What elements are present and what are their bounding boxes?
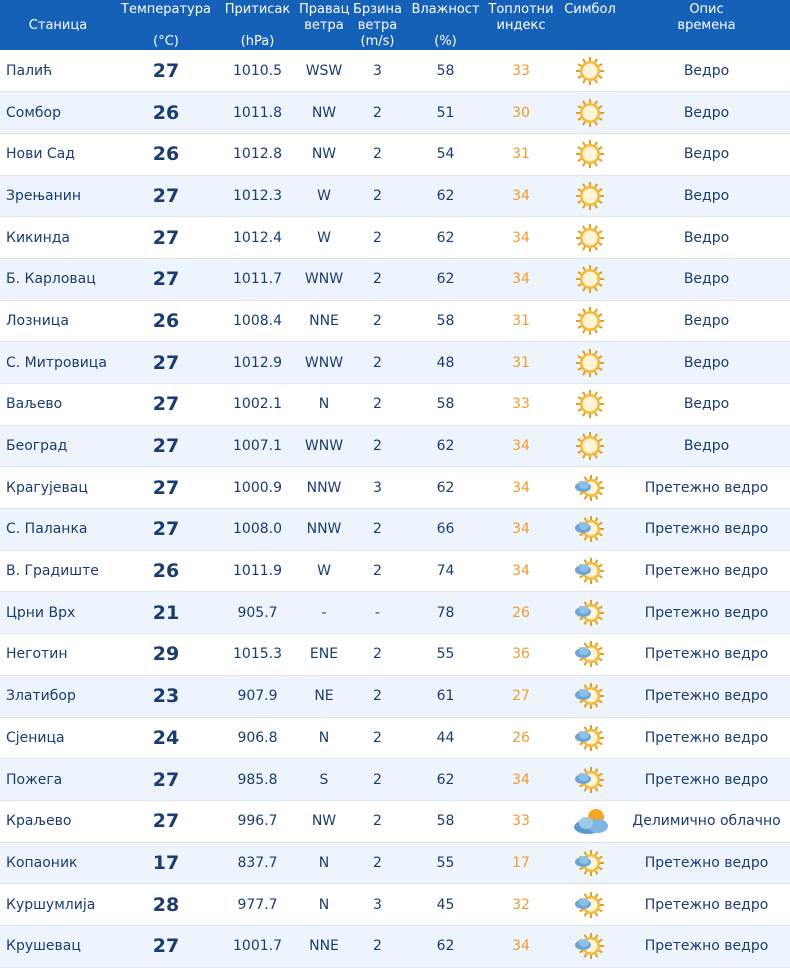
table-row <box>0 634 790 676</box>
table-row <box>0 592 790 634</box>
wind-speed-value: 2 <box>349 92 406 134</box>
weather-symbol <box>557 92 623 134</box>
wind-direction-value: W <box>299 217 349 259</box>
heat-index-value: 34 <box>485 509 557 551</box>
sun-small-cloud-icon <box>574 847 606 879</box>
header-symbol: Симбол <box>557 0 623 50</box>
pressure-value: 1002.1 <box>216 384 299 426</box>
header-temperature: Температура (°C) <box>116 0 216 50</box>
wind-direction-value: NNE <box>299 925 349 967</box>
temperature-value: 27 <box>116 384 216 426</box>
weather-description: Претежно ведро <box>623 759 790 801</box>
temperature-value: 27 <box>116 50 216 92</box>
humidity-value: 58 <box>406 800 485 842</box>
weather-description: Ведро <box>623 342 790 384</box>
wind-speed-value: 2 <box>349 759 406 801</box>
sun-icon <box>574 97 606 129</box>
table-row <box>0 175 790 217</box>
humidity-value: 61 <box>406 675 485 717</box>
temperature-value: 23 <box>116 675 216 717</box>
temperature-value: 26 <box>116 92 216 134</box>
header-wind-speed: Брзина ветра (m/s) <box>349 0 406 50</box>
sun-small-cloud-icon <box>574 638 606 670</box>
pressure-value: 1012.8 <box>216 133 299 175</box>
wind-direction-value: WNW <box>299 258 349 300</box>
table-row <box>0 50 790 92</box>
partly-cloudy-icon <box>568 805 612 837</box>
sun-icon <box>574 347 606 379</box>
temperature-value: 27 <box>116 342 216 384</box>
humidity-value: 62 <box>406 425 485 467</box>
pressure-value: 1008.0 <box>216 509 299 551</box>
humidity-value: 62 <box>406 175 485 217</box>
heat-index-value: 30 <box>485 92 557 134</box>
station-name: Неготин <box>0 634 116 676</box>
station-name: Сомбор <box>0 92 116 134</box>
heat-index-value: 26 <box>485 592 557 634</box>
weather-symbol <box>557 509 623 551</box>
sun-icon <box>574 222 606 254</box>
table-row <box>0 467 790 509</box>
header-station: Станица <box>0 0 116 50</box>
weather-description: Претежно ведро <box>623 925 790 967</box>
pressure-value: 1015.3 <box>216 634 299 676</box>
weather-description: Ведро <box>623 425 790 467</box>
station-name: Б. Карловац <box>0 258 116 300</box>
wind-speed-value: 2 <box>349 717 406 759</box>
station-name: С. Митровица <box>0 342 116 384</box>
temperature-value: 26 <box>116 550 216 592</box>
humidity-value: 58 <box>406 300 485 342</box>
temperature-value: 27 <box>116 425 216 467</box>
temperature-value: 29 <box>116 634 216 676</box>
weather-symbol <box>557 258 623 300</box>
humidity-value: 45 <box>406 884 485 926</box>
wind-speed-value: 3 <box>349 467 406 509</box>
weather-description: Делимично облачно <box>623 800 790 842</box>
heat-index-value: 34 <box>485 217 557 259</box>
wind-speed-value: 2 <box>349 300 406 342</box>
sun-icon <box>574 55 606 87</box>
heat-index-value: 31 <box>485 300 557 342</box>
humidity-value: 54 <box>406 133 485 175</box>
station-name: Лозница <box>0 300 116 342</box>
wind-speed-value: 3 <box>349 50 406 92</box>
weather-description: Претежно ведро <box>623 550 790 592</box>
station-name: Ваљево <box>0 384 116 426</box>
table-row <box>0 509 790 551</box>
wind-direction-value: NNW <box>299 509 349 551</box>
pressure-value: 837.7 <box>216 842 299 884</box>
weather-description: Претежно ведро <box>623 675 790 717</box>
temperature-value: 27 <box>116 759 216 801</box>
sun-small-cloud-icon <box>574 764 606 796</box>
table-row <box>0 800 790 842</box>
wind-direction-value: NE <box>299 675 349 717</box>
header-humidity: Влажност (%) <box>406 0 485 50</box>
wind-speed-value: 2 <box>349 842 406 884</box>
wind-direction-value: WNW <box>299 342 349 384</box>
temperature-value: 26 <box>116 300 216 342</box>
station-name: Копаоник <box>0 842 116 884</box>
weather-description: Претежно ведро <box>623 634 790 676</box>
weather-symbol <box>557 175 623 217</box>
wind-direction-value: N <box>299 884 349 926</box>
temperature-value: 28 <box>116 884 216 926</box>
heat-index-value: 31 <box>485 133 557 175</box>
station-name: Краљево <box>0 800 116 842</box>
pressure-value: 977.7 <box>216 884 299 926</box>
pressure-value: 905.7 <box>216 592 299 634</box>
wind-direction-value: - <box>299 592 349 634</box>
humidity-value: 51 <box>406 92 485 134</box>
header-wind-direction: Правац ветра <box>299 0 349 50</box>
heat-index-value: 34 <box>485 759 557 801</box>
table-row <box>0 675 790 717</box>
wind-speed-value: 2 <box>349 258 406 300</box>
table-row <box>0 884 790 926</box>
weather-description: Претежно ведро <box>623 509 790 551</box>
heat-index-value: 33 <box>485 384 557 426</box>
wind-speed-value: 3 <box>349 884 406 926</box>
station-name: Пожега <box>0 759 116 801</box>
wind-direction-value: W <box>299 550 349 592</box>
heat-index-value: 33 <box>485 800 557 842</box>
weather-description: Претежно ведро <box>623 717 790 759</box>
table-row <box>0 550 790 592</box>
humidity-value: 55 <box>406 842 485 884</box>
station-name: Крагујевац <box>0 467 116 509</box>
temperature-value: 21 <box>116 592 216 634</box>
wind-direction-value: NW <box>299 133 349 175</box>
heat-index-value: 26 <box>485 717 557 759</box>
weather-description: Ведро <box>623 175 790 217</box>
wind-speed-value: 2 <box>349 800 406 842</box>
heat-index-value: 34 <box>485 175 557 217</box>
wind-speed-value: 2 <box>349 133 406 175</box>
weather-symbol <box>557 925 623 967</box>
weather-symbol <box>557 717 623 759</box>
table-row <box>0 425 790 467</box>
wind-speed-value: 2 <box>349 634 406 676</box>
station-name: Палић <box>0 50 116 92</box>
heat-index-value: 36 <box>485 634 557 676</box>
weather-symbol <box>557 384 623 426</box>
temperature-value: 27 <box>116 175 216 217</box>
wind-direction-value: N <box>299 717 349 759</box>
humidity-value: 58 <box>406 50 485 92</box>
heat-index-value: 27 <box>485 675 557 717</box>
wind-speed-value: 2 <box>349 925 406 967</box>
table-row <box>0 384 790 426</box>
heat-index-value: 34 <box>485 925 557 967</box>
weather-symbol <box>557 50 623 92</box>
temperature-value: 27 <box>116 925 216 967</box>
wind-direction-value: N <box>299 384 349 426</box>
temperature-value: 27 <box>116 217 216 259</box>
table-row <box>0 133 790 175</box>
temperature-value: 27 <box>116 509 216 551</box>
pressure-value: 996.7 <box>216 800 299 842</box>
weather-symbol <box>557 592 623 634</box>
wind-direction-value: ENE <box>299 634 349 676</box>
sun-icon <box>574 305 606 337</box>
humidity-value: 74 <box>406 550 485 592</box>
weather-symbol <box>557 342 623 384</box>
sun-small-cloud-icon <box>574 680 606 712</box>
weather-symbol <box>557 467 623 509</box>
humidity-value: 78 <box>406 592 485 634</box>
weather-symbol <box>557 675 623 717</box>
weather-symbol <box>557 550 623 592</box>
sun-small-cloud-icon <box>574 597 606 629</box>
wind-speed-value: - <box>349 592 406 634</box>
wind-speed-value: 2 <box>349 425 406 467</box>
weather-symbol <box>557 300 623 342</box>
weather-description: Ведро <box>623 217 790 259</box>
wind-direction-value: W <box>299 175 349 217</box>
temperature-value: 27 <box>116 467 216 509</box>
sun-icon <box>574 388 606 420</box>
sun-icon <box>574 263 606 295</box>
temperature-value: 26 <box>116 133 216 175</box>
humidity-value: 66 <box>406 509 485 551</box>
wind-direction-value: WNW <box>299 425 349 467</box>
weather-symbol <box>557 217 623 259</box>
station-name: Златибор <box>0 675 116 717</box>
humidity-value: 62 <box>406 759 485 801</box>
header-heat-index: Топлотни индекс <box>485 0 557 50</box>
wind-direction-value: S <box>299 759 349 801</box>
heat-index-value: 34 <box>485 425 557 467</box>
pressure-value: 1001.7 <box>216 925 299 967</box>
temperature-value: 27 <box>116 258 216 300</box>
station-name: Сјеница <box>0 717 116 759</box>
sun-icon <box>574 138 606 170</box>
wind-direction-value: NNE <box>299 300 349 342</box>
pressure-value: 1007.1 <box>216 425 299 467</box>
sun-icon <box>574 430 606 462</box>
table-row <box>0 300 790 342</box>
weather-symbol <box>557 133 623 175</box>
pressure-value: 1012.3 <box>216 175 299 217</box>
sun-small-cloud-icon <box>574 889 606 921</box>
station-name: Зрењанин <box>0 175 116 217</box>
wind-speed-value: 2 <box>349 217 406 259</box>
humidity-value: 48 <box>406 342 485 384</box>
wind-direction-value: NNW <box>299 467 349 509</box>
pressure-value: 985.8 <box>216 759 299 801</box>
weather-symbol <box>557 884 623 926</box>
table-header <box>0 0 790 50</box>
station-name: Куршумлија <box>0 884 116 926</box>
header-description: Опис времена <box>623 0 790 50</box>
header-pressure: Притисак (hPa) <box>216 0 299 50</box>
weather-description: Ведро <box>623 258 790 300</box>
humidity-value: 58 <box>406 384 485 426</box>
pressure-value: 907.9 <box>216 675 299 717</box>
humidity-value: 55 <box>406 634 485 676</box>
table-row <box>0 342 790 384</box>
wind-direction-value: NW <box>299 800 349 842</box>
weather-symbol <box>557 759 623 801</box>
pressure-value: 1011.9 <box>216 550 299 592</box>
weather-symbol <box>557 425 623 467</box>
wind-speed-value: 2 <box>349 550 406 592</box>
station-name: Београд <box>0 425 116 467</box>
sun-icon <box>574 180 606 212</box>
weather-description: Ведро <box>623 50 790 92</box>
sun-small-cloud-icon <box>574 930 606 962</box>
table-row <box>0 925 790 967</box>
sun-small-cloud-icon <box>574 513 606 545</box>
temperature-value: 24 <box>116 717 216 759</box>
wind-speed-value: 2 <box>349 175 406 217</box>
heat-index-value: 34 <box>485 550 557 592</box>
table-row <box>0 842 790 884</box>
table-row <box>0 92 790 134</box>
pressure-value: 1008.4 <box>216 300 299 342</box>
weather-symbol <box>557 634 623 676</box>
heat-index-value: 33 <box>485 50 557 92</box>
weather-description: Ведро <box>623 384 790 426</box>
temperature-value: 27 <box>116 800 216 842</box>
pressure-value: 1012.9 <box>216 342 299 384</box>
heat-index-value: 32 <box>485 884 557 926</box>
wind-speed-value: 2 <box>349 675 406 717</box>
weather-description: Ведро <box>623 300 790 342</box>
table-row <box>0 759 790 801</box>
station-name: В. Градиште <box>0 550 116 592</box>
wind-speed-value: 2 <box>349 342 406 384</box>
table-row <box>0 717 790 759</box>
pressure-value: 1012.4 <box>216 217 299 259</box>
weather-symbol <box>557 800 623 842</box>
wind-direction-value: WSW <box>299 50 349 92</box>
pressure-value: 1000.9 <box>216 467 299 509</box>
sun-small-cloud-icon <box>574 472 606 504</box>
heat-index-value: 31 <box>485 342 557 384</box>
pressure-value: 1011.7 <box>216 258 299 300</box>
heat-index-value: 34 <box>485 258 557 300</box>
wind-speed-value: 2 <box>349 509 406 551</box>
station-name: Крушевац <box>0 925 116 967</box>
humidity-value: 62 <box>406 258 485 300</box>
station-name: С. Паланка <box>0 509 116 551</box>
humidity-value: 62 <box>406 467 485 509</box>
humidity-value: 62 <box>406 925 485 967</box>
sun-small-cloud-icon <box>574 555 606 587</box>
weather-description: Претежно ведро <box>623 884 790 926</box>
heat-index-value: 34 <box>485 467 557 509</box>
weather-description: Претежно ведро <box>623 842 790 884</box>
heat-index-value: 17 <box>485 842 557 884</box>
humidity-value: 62 <box>406 217 485 259</box>
station-name: Нови Сад <box>0 133 116 175</box>
temperature-value: 17 <box>116 842 216 884</box>
weather-description: Ведро <box>623 133 790 175</box>
wind-direction-value: NW <box>299 92 349 134</box>
pressure-value: 1011.8 <box>216 92 299 134</box>
wind-direction-value: N <box>299 842 349 884</box>
weather-description: Ведро <box>623 92 790 134</box>
pressure-value: 906.8 <box>216 717 299 759</box>
wind-speed-value: 2 <box>349 384 406 426</box>
station-name: Кикинда <box>0 217 116 259</box>
weather-symbol <box>557 842 623 884</box>
weather-description: Претежно ведро <box>623 467 790 509</box>
humidity-value: 44 <box>406 717 485 759</box>
sun-small-cloud-icon <box>574 722 606 754</box>
weather-description: Претежно ведро <box>623 592 790 634</box>
station-name: Црни Врх <box>0 592 116 634</box>
pressure-value: 1010.5 <box>216 50 299 92</box>
table-row <box>0 258 790 300</box>
table-row <box>0 217 790 259</box>
